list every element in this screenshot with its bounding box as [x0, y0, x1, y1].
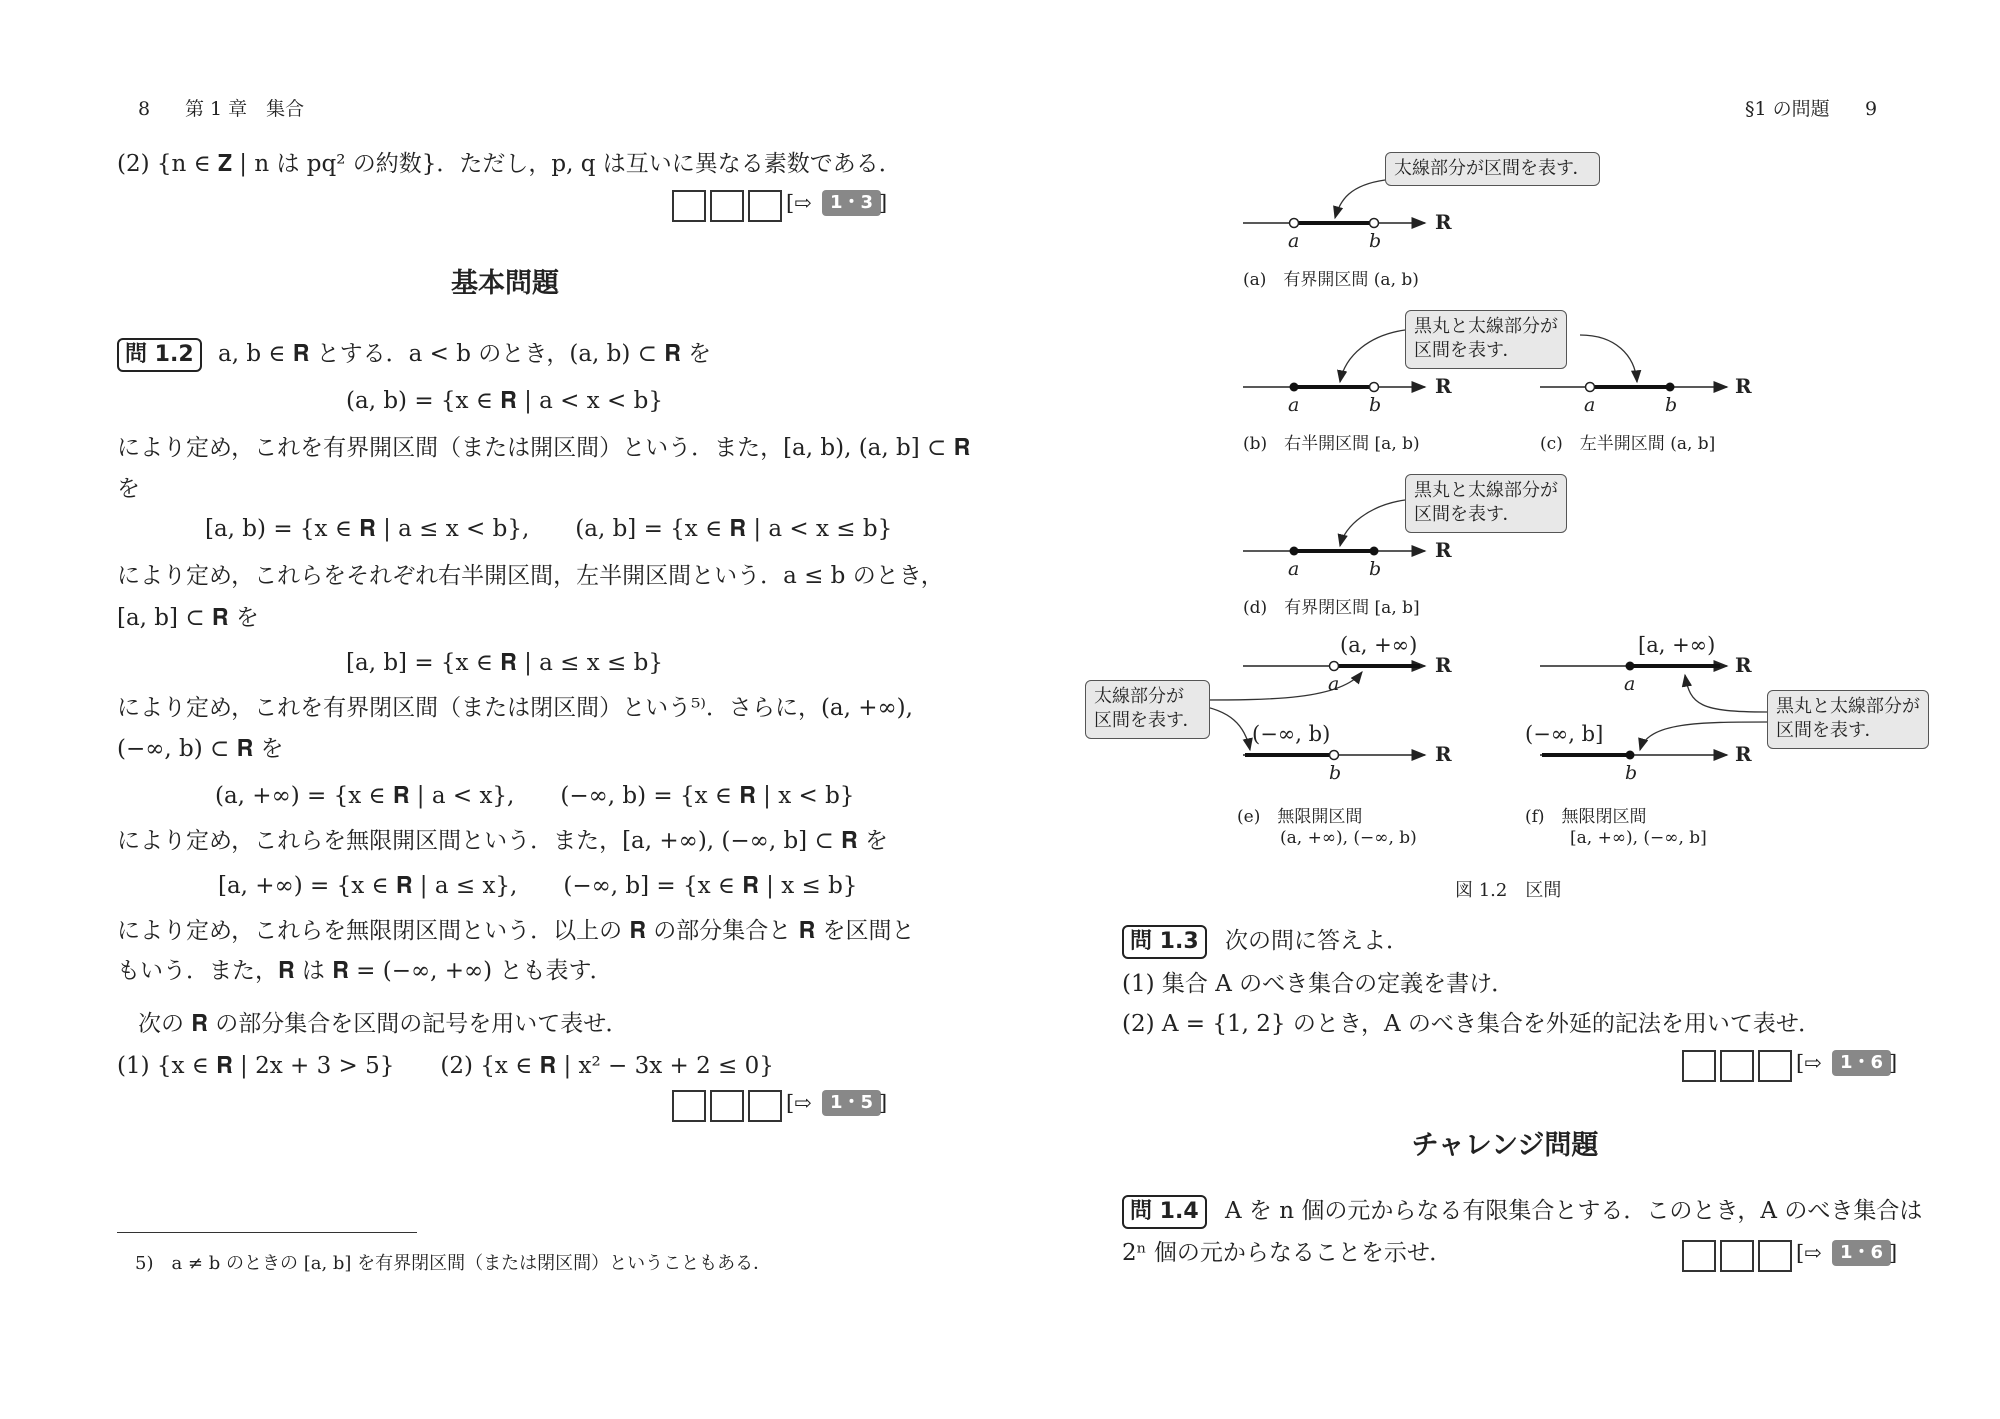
subfigure-caption: (c) 左半開区間 (a, b] — [1540, 434, 1716, 454]
point-label-a: a — [1624, 673, 1636, 695]
formula: (a, +∞) = {x ∈ 𝐑 | a < x}, (−∞, b) = {x ∈ 𝐑 | x < b} — [215, 783, 855, 809]
callout-line: 区間を表す． — [1094, 710, 1201, 732]
problem-text: により定め，これらをそれぞれ右半開区間，左半開区間という．a ≤ b のとき， — [117, 563, 944, 589]
reference-badge: 1・5 — [822, 1090, 881, 1116]
check-boxes — [1682, 1240, 1902, 1270]
interval-label: (−∞, b] — [1525, 722, 1604, 746]
reference-badge: 1・6 — [1832, 1240, 1891, 1266]
diagram-c — [1540, 335, 1727, 392]
check-box[interactable] — [1720, 1240, 1754, 1272]
reference-arrow-icon: [⇨ — [1796, 1051, 1822, 1075]
point-label-b: b — [1625, 762, 1638, 784]
point-label-b: b — [1369, 394, 1382, 416]
diagram-d — [1243, 500, 1425, 556]
callout-line: 太線部分が — [1094, 686, 1184, 707]
problem-text: 次の 𝐑 の部分集合を区間の記号を用いて表せ． — [138, 1011, 629, 1037]
check-box[interactable] — [1682, 1240, 1716, 1272]
problem-text: もいう．また，𝐑 は 𝐑 = (−∞, +∞) とも表す． — [117, 958, 613, 984]
problem-label: 問 1.4 — [1122, 1195, 1207, 1229]
formula: (a, b) = {x ∈ 𝐑 | a < x < b} — [346, 388, 663, 414]
running-header: 第 1 章 集合 — [185, 98, 305, 120]
callout-line: 区間を表す． — [1414, 504, 1521, 526]
point-label-a: a — [1328, 673, 1340, 695]
right-page — [1000, 0, 2000, 1419]
formula: [a, b) = {x ∈ 𝐑 | a ≤ x < b}, (a, b] = {x ∈ 𝐑 | a < x ≤ b} — [205, 516, 893, 542]
interval-diagram — [1000, 0, 2000, 900]
problem-text: a, b ∈ 𝐑 とする．a < b のとき，(a, b) ⊂ 𝐑 を — [218, 341, 712, 367]
problem-label: 問 1.2 — [117, 338, 202, 372]
interval-label: [a, +∞) — [1638, 633, 1716, 657]
section-title: 基本問題 — [451, 268, 559, 299]
problem-text: により定め，これらを無限閉区間という．以上の 𝐑 の部分集合と 𝐑 を区間と — [117, 918, 915, 944]
diagram-a — [1243, 180, 1425, 228]
axis-label: R — [1435, 210, 1452, 234]
reference-arrow-icon: [⇨ — [1796, 1241, 1822, 1265]
callout-line: 黒丸と太線部分が — [1414, 316, 1558, 337]
subfigure-caption: (d) 有界閉区間 [a, b] — [1243, 598, 1420, 618]
reference-bracket: ] — [879, 1091, 888, 1115]
problem-label: 問 1.3 — [1122, 925, 1207, 959]
section-title: チャレンジ問題 — [1411, 1130, 1599, 1161]
reference-arrow-icon: [⇨ — [786, 1091, 812, 1115]
interval-label: (a, +∞) — [1340, 633, 1418, 657]
problem-text: (−∞, b) ⊂ 𝐑 を — [117, 736, 284, 762]
point-label-b: b — [1369, 230, 1382, 252]
callout — [1085, 680, 1210, 739]
subfigure-caption: (b) 右半開区間 [a, b) — [1243, 434, 1420, 454]
check-box[interactable] — [672, 190, 706, 222]
callout-line: 黒丸と太線部分が — [1414, 480, 1558, 501]
subfigure-caption: (e) 無限開区間 — [1237, 807, 1363, 827]
reference-badge: 1・3 — [822, 190, 881, 216]
point-label-b: b — [1329, 762, 1342, 784]
problem-text: (2) A = {1, 2} のとき，A のべき集合を外延的記法を用いて表せ． — [1122, 1011, 1822, 1037]
running-header: §1 の問題 — [1745, 98, 1830, 120]
point-label-a: a — [1288, 558, 1300, 580]
reference-bracket: ] — [879, 191, 888, 215]
axis-label: R — [1735, 742, 1752, 766]
check-box[interactable] — [1682, 1050, 1716, 1082]
callout — [1405, 310, 1567, 369]
point-label-a: a — [1288, 394, 1300, 416]
subfigure-caption: [a, +∞), (−∞, b] — [1570, 828, 1707, 848]
interval-label: (−∞, b) — [1252, 722, 1331, 746]
check-box[interactable] — [710, 1090, 744, 1122]
callout — [1405, 474, 1567, 533]
problem-text: (1) 集合 A のべき集合の定義を書け． — [1122, 971, 1515, 997]
exercise-item: (2) {n ∈ 𝐙 | n は pq² の約数}．ただし，p, q は互いに異なる素数である． — [117, 151, 902, 177]
check-box[interactable] — [1758, 1240, 1792, 1272]
check-box[interactable] — [1758, 1050, 1792, 1082]
check-box[interactable] — [672, 1090, 706, 1122]
point-label-b: b — [1665, 394, 1678, 416]
callout-line: 区間を表す． — [1414, 340, 1521, 362]
page-number: 8 — [138, 98, 151, 120]
check-box[interactable] — [748, 1090, 782, 1122]
problem-text: 2ⁿ 個の元からなることを示せ． — [1122, 1240, 1453, 1266]
reference-bracket: ] — [1889, 1241, 1898, 1265]
footnote-rule — [117, 1232, 417, 1233]
axis-label: R — [1435, 374, 1452, 398]
page-number: 9 — [1865, 98, 1878, 120]
reference-badge: 1・6 — [1832, 1050, 1891, 1076]
check-box[interactable] — [710, 190, 744, 222]
check-boxes — [672, 1090, 892, 1120]
axis-label: R — [1435, 538, 1452, 562]
check-box[interactable] — [1720, 1050, 1754, 1082]
figure-caption: 図 1.2 区間 — [1455, 880, 1562, 901]
axis-label: R — [1435, 653, 1452, 677]
callout — [1767, 690, 1929, 749]
diagram-b — [1243, 330, 1425, 392]
problem-text: により定め，これを有界閉区間（または閉区間）という⁵⁾．さらに，(a, +∞), — [117, 695, 913, 721]
problem-text: A を n 個の元からなる有限集合とする．このとき，A のべき集合は — [1225, 1198, 1923, 1224]
reference-bracket: ] — [1889, 1051, 1898, 1075]
point-label-b: b — [1369, 558, 1382, 580]
point-label-a: a — [1584, 394, 1596, 416]
check-boxes — [672, 190, 892, 220]
problem-text: により定め，これを有界開区間（または開区間）という．また，[a, b), (a, b] ⊂ 𝐑 — [117, 435, 971, 461]
subfigure-caption: (a, +∞), (−∞, b) — [1280, 828, 1417, 848]
problem-text: を — [117, 476, 140, 502]
problem-text: [a, b] ⊂ 𝐑 を — [117, 605, 259, 631]
formula: [a, +∞) = {x ∈ 𝐑 | a ≤ x}, (−∞, b] = {x ∈ 𝐑 | x ≤ b} — [218, 873, 858, 899]
footnote: 5) a ≠ b のときの [a, b] を有界閉区間（または閉区間）ということもある． — [135, 1253, 772, 1274]
subfigure-caption: (a) 有界開区間 (a, b) — [1243, 270, 1419, 290]
check-box[interactable] — [748, 190, 782, 222]
point-label-a: a — [1288, 230, 1300, 252]
callout: 太線部分が区間を表す． — [1385, 152, 1600, 186]
formula: [a, b] = {x ∈ 𝐑 | a ≤ x ≤ b} — [346, 650, 663, 676]
subfigure-caption: (f) 無限閉区間 — [1525, 807, 1647, 827]
axis-label: R — [1735, 653, 1752, 677]
axis-label: R — [1735, 374, 1752, 398]
problem-text: 次の問に答えよ． — [1225, 928, 1409, 954]
problem-text: により定め，これらを無限開区間という．また，[a, +∞), (−∞, b] ⊂ 𝐑 を — [117, 828, 888, 854]
problem-text: (1) {x ∈ 𝐑 | 2x + 3 > 5} (2) {x ∈ 𝐑 | x² − 3x + 2 ≤ 0} — [117, 1053, 774, 1079]
reference-arrow-icon: [⇨ — [786, 191, 812, 215]
check-boxes — [1682, 1050, 1902, 1080]
callout-line: 区間を表す． — [1776, 720, 1883, 742]
axis-label: R — [1435, 742, 1452, 766]
callout-line: 黒丸と太線部分が — [1776, 696, 1920, 717]
